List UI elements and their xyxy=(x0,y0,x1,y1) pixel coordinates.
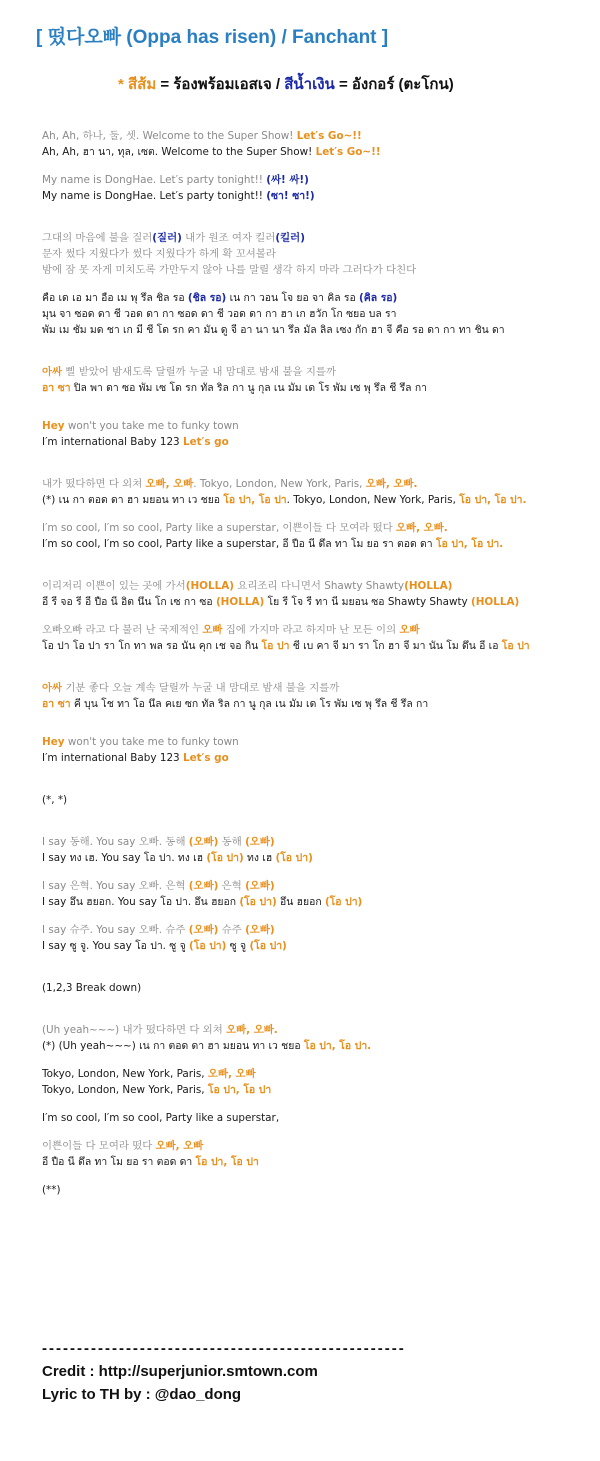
lyric-line-korean xyxy=(42,476,592,492)
sing-along-text: (오빠) xyxy=(245,924,275,936)
lyric-text: 이쁜이들 다 모여라 떴다 xyxy=(42,1140,156,1152)
sing-along-text: 오빠, 오빠 xyxy=(207,1068,256,1080)
lyric-block xyxy=(42,1110,592,1126)
lyric-text: โย รี โจ รี ทา นี มยอน ซอ Shawty Shawty xyxy=(264,596,471,608)
lyric-line-thai xyxy=(42,1066,592,1082)
sing-along-text: 아싸 xyxy=(42,366,63,378)
sing-along-text: (오빠) xyxy=(245,880,275,892)
lyric-text: Tokyo, London, New York, Paris, xyxy=(42,1068,208,1080)
lyric-text: I′m international Baby 123 xyxy=(42,436,183,448)
block-spacer xyxy=(42,450,592,476)
lyric-block xyxy=(42,290,592,338)
block-spacer xyxy=(42,954,592,980)
lyric-text: I′m so cool, I′m so cool, Party like a superstar, xyxy=(42,1112,280,1124)
sing-along-text: (오빠) xyxy=(245,836,275,848)
lyric-line-korean xyxy=(42,172,592,188)
block-spacer xyxy=(42,866,592,878)
lyric-line-thai xyxy=(42,1082,592,1098)
block-spacer xyxy=(42,1126,592,1138)
sing-along-text: (오빠) xyxy=(188,880,219,892)
lyric-text: 집에 가지마 라고 하지마 난 모든 이의 xyxy=(222,624,400,636)
lyric-line-thai xyxy=(42,306,592,322)
sing-along-text: 오빠 xyxy=(202,624,223,636)
lyric-line-thai xyxy=(42,290,592,306)
sing-along-text: Hey xyxy=(42,736,65,748)
block-spacer xyxy=(42,712,592,734)
lyric-text: 밤에 잠 못 자게 미치도록 가만두지 않아 나를 말릴 생각 하지 마라 그러다가 다친다 xyxy=(42,264,417,276)
lyric-text: โอ ปา โอ ปา รา โก ทา พล รอ นัน คุก เช จอ กิน xyxy=(42,640,262,652)
lyric-line-korean xyxy=(42,230,592,246)
sing-along-text: 오빠, 오빠 xyxy=(145,478,194,490)
block-spacer xyxy=(42,1054,592,1066)
lyric-text: (*) เน กา ตอด ดา ฮา มยอน ทา เว ชยอ xyxy=(42,494,224,506)
lyric-text: 슈주 xyxy=(218,924,246,936)
lyric-text: I′m so cool, I′m so cool, Party like a superstar, อี ปือ นี ดึล ทา โม ยอ รา ตอด ดา xyxy=(42,538,436,550)
block-spacer xyxy=(42,552,592,578)
sing-along-text: อา ซา xyxy=(42,382,71,394)
sing-along-text: (HOLLA) xyxy=(404,580,453,592)
lyric-line-thai xyxy=(42,322,592,338)
lyric-text: I′m international Baby 123 xyxy=(42,752,183,764)
lyric-text: My name is DongHae. Let′s party tonight!! xyxy=(42,190,267,202)
lyric-text: (*, *) xyxy=(42,794,68,806)
footer-divider: ---------------------------------------------------- xyxy=(42,1340,406,1357)
block-spacer xyxy=(42,910,592,922)
sing-along-text: (โอ ปา) xyxy=(275,852,313,864)
sing-along-text: โอ ปา, โอ ปา. xyxy=(303,1040,372,1052)
sing-along-text: Let′s go xyxy=(182,752,229,764)
lyric-text: ซู จู xyxy=(226,940,250,952)
sing-along-text: Let′s Go~!! xyxy=(315,146,381,158)
lyric-line-korean xyxy=(42,1138,592,1154)
lyric-block xyxy=(42,520,592,552)
sing-along-text: (오빠) xyxy=(188,836,219,848)
lyric-text: . Tokyo, London, New York, Paris, xyxy=(193,478,366,490)
lyric-text: อี รี จอ รี อี ปือ นี อิต นึน โก เซ กา ซอ xyxy=(42,596,216,608)
lyric-line-thai xyxy=(42,492,592,508)
lyric-block xyxy=(42,578,592,610)
lyric-line-thai xyxy=(42,696,592,712)
lyric-line-thai xyxy=(42,980,592,996)
lyric-text: พัม เม ชัม มด ชา เก มี ชี โด รก คา มัน ดู จี อา นา นา รึล มัล ลิล เซง กัก ฮา จี คือ รอ ดา กา ทา ชิน ดา xyxy=(42,324,505,336)
legend-blue-desc: = อังกอร์ (ตะโกน) xyxy=(334,76,454,93)
shout-text: (ซา! ซา!) xyxy=(266,190,315,202)
sing-along-text: โอ ปา xyxy=(501,640,530,652)
lyric-block xyxy=(42,172,592,204)
sing-along-text: โอ ปา, โอ ปา. xyxy=(435,538,504,550)
lyric-line-korean xyxy=(42,364,592,380)
block-spacer xyxy=(42,1170,592,1182)
sing-along-text: (HOLLA) xyxy=(215,596,265,608)
lyric-line-thai xyxy=(42,938,592,954)
block-spacer xyxy=(42,338,592,364)
lyric-text: I say อึน ฮยอก. You say โอ ปา. อึน ฮยอก xyxy=(42,896,240,908)
lyric-text: (**) xyxy=(42,1184,61,1196)
lyric-line-korean xyxy=(42,1022,592,1038)
lyric-text: 동해 xyxy=(218,836,246,848)
lyric-line-thai xyxy=(42,1038,592,1054)
lyric-line-korean xyxy=(42,922,592,938)
sing-along-text: (HOLLA) xyxy=(185,580,235,592)
lyric-block xyxy=(42,680,592,712)
lyric-line-korean xyxy=(42,128,592,144)
lyric-text: 내가 원조 여자 킬러 xyxy=(181,232,276,244)
lyric-block xyxy=(42,476,592,508)
lyric-block xyxy=(42,364,592,396)
sing-along-text: (HOLLA) xyxy=(470,596,520,608)
block-spacer xyxy=(42,654,592,680)
lyric-line-korean xyxy=(42,834,592,850)
color-legend xyxy=(118,72,454,96)
lyric-text: คี บุน โช ทา โอ นึล คเย ซก ทัล ริล กา นู กุล เน มัม เด โร พัม เซ พุ รึล ชี รึล กา xyxy=(70,698,429,710)
sing-along-text: โอ ปา, โอ ปา xyxy=(195,1156,259,1168)
lyric-line-thai xyxy=(42,594,592,610)
sing-along-text: 오빠, 오빠. xyxy=(365,478,418,490)
lyric-text: มุน จา ซอด ดา ชี วอด ดา กา ซอด ดา ชี วอด ดา กา ฮา เก ฮวัก โก ซยอ บล รา xyxy=(42,308,397,320)
sing-along-text: (โอ ปา) xyxy=(249,940,287,952)
lyric-block xyxy=(42,1182,592,1198)
lyric-line-korean xyxy=(42,622,592,638)
lyric-line-korean xyxy=(42,246,592,262)
lyric-block xyxy=(42,922,592,954)
legend-orange-desc: = ร้องพร้อมเอสเจ / xyxy=(156,76,285,93)
lyric-text: 문자 썼다 지웠다가 썼다 지웠다가 하게 확 꼬셔볼라 xyxy=(42,248,276,260)
lyric-text: คือ เด เอ มา อือ เม พุ รึล ชิล รอ xyxy=(42,292,188,304)
shout-text: (싸! 싸!) xyxy=(266,174,309,186)
lyric-text: 그대의 마음에 불을 질러 xyxy=(42,232,153,244)
lyric-text: . Tokyo, London, New York, Paris, xyxy=(286,494,460,506)
lyric-block xyxy=(42,792,592,808)
lyric-text: won't you take me to funky town xyxy=(64,420,239,432)
shout-text: (질러) xyxy=(152,232,182,244)
lyric-line-thai xyxy=(42,750,592,766)
shout-text: (คิล รอ) xyxy=(359,292,398,304)
lyric-block xyxy=(42,878,592,910)
lyric-line-korean xyxy=(42,734,592,750)
sing-along-text: โอ ปา, โอ ปา xyxy=(207,1084,272,1096)
sing-along-text: (โอ ปา) xyxy=(239,896,277,908)
sing-along-text: อา ซา xyxy=(42,698,71,710)
legend-orange-label: * สีส้ม xyxy=(118,76,157,93)
lyric-text: 은혁 xyxy=(218,880,246,892)
block-spacer xyxy=(42,996,592,1022)
lyric-line-thai xyxy=(42,1182,592,1198)
sing-along-text: โอ ปา, โอ ปา xyxy=(223,494,287,506)
lyric-block xyxy=(42,1138,592,1170)
lyric-text: won't you take me to funky town xyxy=(64,736,239,748)
lyric-text: (Uh yeah~~~) 내가 떴다하면 다 외쳐 xyxy=(42,1024,227,1036)
lyric-block xyxy=(42,734,592,766)
block-spacer xyxy=(42,160,592,172)
footer xyxy=(42,1340,512,1403)
lyrics-body xyxy=(42,128,592,1198)
lyric-text: 오빠오빠 라고 다 불러 난 국제적인 xyxy=(42,624,203,636)
lyric-block xyxy=(42,622,592,654)
lyric-line-korean xyxy=(42,878,592,894)
lyric-line-korean xyxy=(42,418,592,434)
lyric-line-thai xyxy=(42,1154,592,1170)
lyric-line-thai xyxy=(42,188,592,204)
block-spacer xyxy=(42,508,592,520)
sing-along-text: 오빠, 오빠 xyxy=(155,1140,204,1152)
sing-along-text: โอ ปา, โอ ปา. xyxy=(459,494,527,506)
block-spacer xyxy=(42,278,592,290)
lyric-line-korean xyxy=(42,680,592,696)
sing-along-text: (오빠) xyxy=(188,924,219,936)
legend-blue-label: สีน้ำเงิน xyxy=(284,76,335,93)
block-spacer xyxy=(42,396,592,418)
lyric-text: I say 은혁. You say 오빠. 은혁 xyxy=(42,880,189,892)
page-title: [ 떴다오빠 (Oppa has risen) / Fanchant ] xyxy=(36,27,389,48)
sing-along-text: (โอ ปา) xyxy=(189,940,227,952)
block-spacer xyxy=(42,610,592,622)
lyric-block xyxy=(42,128,592,160)
lyric-text: Ah, Ah, ฮา นา, ทุล, เซต. Welcome to the Super Show! xyxy=(42,146,316,158)
sing-along-text: 오빠, 오빠. xyxy=(226,1024,278,1036)
lyric-text: I say 슈주. You say 오빠. 슈주 xyxy=(42,924,189,936)
lyric-text: (*) (Uh yeah~~~) เน กา ตอด ดา ฮา มยอน ทา เว ชยอ xyxy=(42,1040,304,1052)
lyric-text: 기분 좋다 오늘 계속 달릴까 누굴 내 맘대로 밤새 불을 지를까 xyxy=(62,682,340,694)
lyric-line-thai xyxy=(42,1110,592,1126)
lyric-text: My name is DongHae. Let′s party tonight!! xyxy=(42,174,267,186)
block-spacer xyxy=(42,204,592,230)
block-spacer xyxy=(42,808,592,834)
lyric-line-thai xyxy=(42,434,592,450)
lyric-line-korean xyxy=(42,520,592,536)
lyric-line-korean xyxy=(42,262,592,278)
lyric-line-thai xyxy=(42,894,592,910)
lyric-text: ทง เฮ xyxy=(243,852,276,864)
lyric-text: 삘 받았어 밤새도록 달릴까 누굴 내 맘대로 밤새 불을 지를까 xyxy=(62,366,337,378)
sing-along-text: 아싸 xyxy=(42,682,63,694)
lyric-line-thai xyxy=(42,638,592,654)
lyric-text: Ah, Ah, 하나, 둘, 셋. Welcome to the Super Show! xyxy=(42,130,297,142)
sing-along-text: Hey xyxy=(42,420,65,432)
lyric-block xyxy=(42,230,592,278)
block-spacer xyxy=(42,1098,592,1110)
lyric-text: 내가 떴다하면 다 외쳐 xyxy=(42,478,146,490)
lyric-text: I say ทง เฮ. You say โอ ปา. ทง เฮ xyxy=(42,852,207,864)
lyric-text: ปิล พา ดา ซอ พัม เซ โด รก ทัล ริล กา นู กุล เน มัม เด โร พัม เซ พุ รึล ชี รึล กา xyxy=(70,382,427,394)
credit-line: Credit : http://superjunior.smtown.com xyxy=(42,1363,318,1380)
sing-along-text: (โอ ปา) xyxy=(324,896,363,908)
lyric-text: ชี เบ คา จี มา รา โก ฮา จี มา นัน โม ดึน อี เอ xyxy=(289,640,502,652)
sing-along-text: Let′s Go~!! xyxy=(296,130,362,142)
block-spacer xyxy=(42,766,592,792)
lyric-block xyxy=(42,1022,592,1054)
sing-along-text: Let′s go xyxy=(182,436,229,448)
lyric-text: อึน ฮยอก xyxy=(276,896,325,908)
lyric-line-thai xyxy=(42,850,592,866)
lyric-text: I say ซู จู. You say โอ ปา. ซู จู xyxy=(42,940,189,952)
lyric-block xyxy=(42,1066,592,1098)
lyric-text: 이리저리 이쁜이 있는 곳에 가서 xyxy=(42,580,186,592)
lyric-line-korean xyxy=(42,578,592,594)
shout-text: (킬러) xyxy=(275,232,305,244)
translator-line: Lyric to TH by : @dao_dong xyxy=(42,1386,242,1403)
sing-along-text: 오빠, 오빠. xyxy=(396,522,448,534)
lyric-text: เน กา วอน โจ ยอ จา คิล รอ xyxy=(226,292,360,304)
lyric-block xyxy=(42,980,592,996)
lyric-text: I′m so cool, I′m so cool, Party like a superstar, 이쁜이들 다 모여라 떴다 xyxy=(42,522,397,534)
lyric-text: Tokyo, London, New York, Paris, xyxy=(42,1084,208,1096)
sing-along-text: 오빠 xyxy=(399,624,420,636)
lyric-text: (1,2,3 Break down) xyxy=(42,982,142,994)
shout-text: (ชิล รอ) xyxy=(187,292,227,304)
sing-along-text: (โอ ปา) xyxy=(206,852,244,864)
lyric-text: I say 동해. You say 오빠. 동해 xyxy=(42,836,189,848)
lyric-block xyxy=(42,418,592,450)
lyric-line-thai xyxy=(42,380,592,396)
lyric-line-thai xyxy=(42,144,592,160)
lyric-block xyxy=(42,834,592,866)
lyric-text: อี ปือ นี ดึล ทา โม ยอ รา ตอด ดา xyxy=(42,1156,196,1168)
lyric-line-thai xyxy=(42,536,592,552)
sing-along-text: โอ ปา xyxy=(261,640,290,652)
lyric-text: 요리조리 다니면서 Shawty Shawty xyxy=(234,580,405,592)
lyric-line-thai xyxy=(42,792,592,808)
